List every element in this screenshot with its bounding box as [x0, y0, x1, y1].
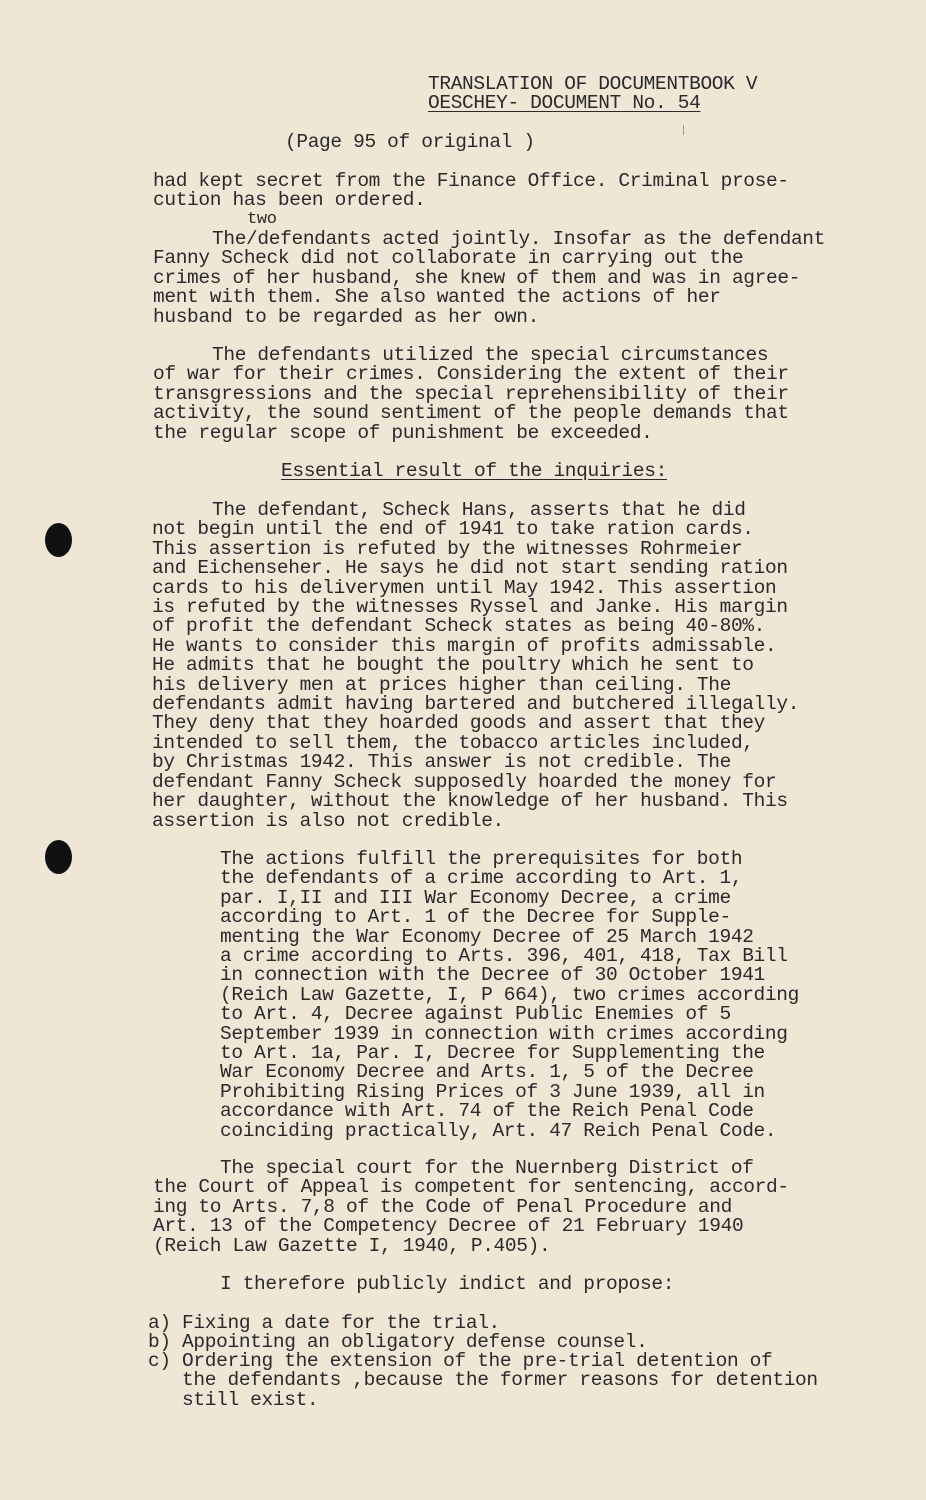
pencil-mark [683, 125, 684, 135]
page-reference: (Page 95 of original ) [285, 131, 535, 153]
section-heading: Essential result of the inquiries: [281, 460, 667, 482]
punch-hole-lower [45, 840, 72, 874]
paragraph-5: The actions fulfill the prerequisites for both the defendants of a crime according to Art. 1, par. I,II and III War Economy Decree, a crime according to Art. 1 of the Decree for Supple- menting the War Economy Decree of 25 March 1942 a crime according to Arts. 396, 401, 418, Tax Bill in connection with the Decree of 30 October 1941 (Reich Law Gazette, I, P 664), two crimes according to Art. 4, Decree against Public Enemies of 5 September 1939 in connection with crimes according to Art. 1a, Par. I, Decree for Supplementing the War Economy Decree and Arts. 1, 5 of the Decree Prohibiting Rising Prices of 3 June 1939, all in accordance with Art. 74 of the Reich Penal Code coinciding practically, Art. 47 Reich Penal Code. [220, 848, 799, 1142]
list-item-b: b) Appointing an obligatory defense counsel. [148, 1331, 648, 1353]
list-item-a: a) Fixing a date for the trial. [148, 1312, 500, 1334]
list-item-c: c) Ordering the extension of the pre-trial detention of the defendants ,because the former reasons for detention still exist. [148, 1350, 818, 1411]
header-line-2: OESCHEY- DOCUMENT No. 54 [428, 92, 701, 114]
header-line-1: TRANSLATION OF DOCUMENTBOOK V [428, 73, 758, 95]
paragraph-2: The/defendants acted jointly. Insofar as the defendant Fanny Scheck did not collaborate in carrying out the crimes of her husband, she knew of them and was in agree- ment with them. She also wanted the actions of her husband to be regarded as her own. [153, 228, 826, 328]
paragraph-6: The special court for the Nuernberg District of the Court of Appeal is competent for sentencing, accord- ing to Arts. 7,8 of the Code of Penal Procedure and Art. 13 of the Competency Decree of 21 February 1940 (Reich Law Gazette I, 1940, P.405). [153, 1157, 789, 1257]
paragraph-3: The defendants utilized the special circumstances of war for their crimes. Considering the extent of their transgressions and the special reprehensibility of their activity, the sound sentiment of the people demands that the regular scope of punishment be exceeded. [153, 344, 789, 444]
paragraph-7: I therefore publicly indict and propose: [220, 1273, 675, 1295]
paragraph-4: The defendant, Scheck Hans, asserts that he did not begin until the end of 1941 to take ration cards. This assertion is refuted by the witnesses Rohrmeier and Eichenseher. He says he did not start sending ration cards to his deliverymen until May 1942. This assertion is refuted by the witnesses Ryssel and Janke. His margin of profit the defendant Scheck states as being 40-80%. He wants to consider this margin of profits admissable. He admits that he bought the poultry which he sent to his delivery men at prices higher than ceiling. The defendants admit having bartered and butchered illegally. They deny that they hoarded goods and assert that they intended to sell them, the tobacco articles included, by Christmas 1942. This answer is not credible. The defendant Fanny Scheck supposedly hoarded the money for her daughter, without the knowledge of her husband. This assertion is also not credible. [152, 499, 800, 832]
paragraph-1: had kept secret from the Finance Office. Criminal prose- cution has been ordered. [153, 170, 789, 212]
punch-hole-upper [45, 523, 72, 557]
inserted-word: two [247, 210, 277, 229]
